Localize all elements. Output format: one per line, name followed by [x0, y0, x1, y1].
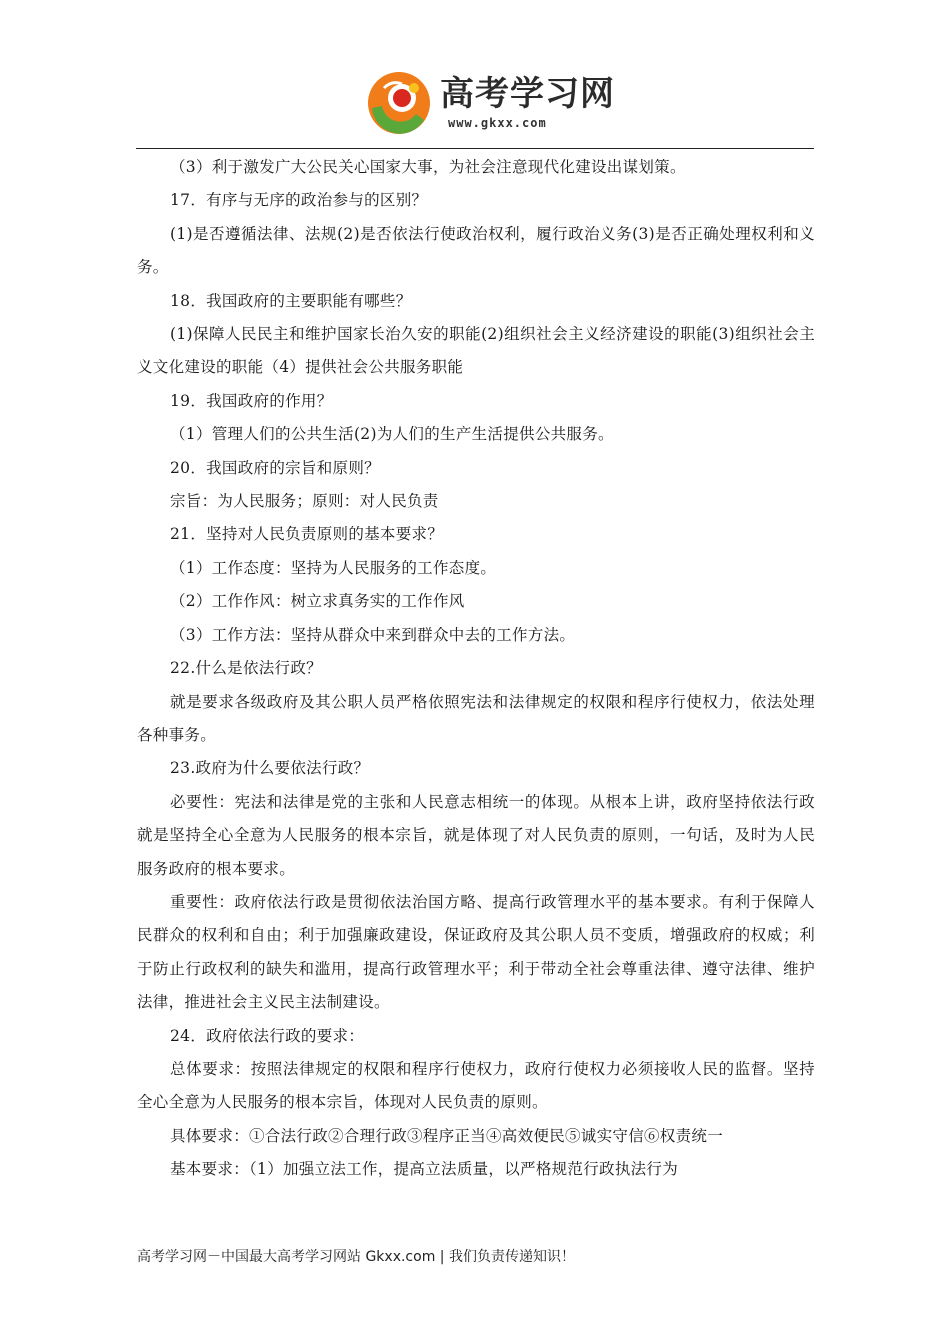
page-footer: 高考学习网－中国最大高考学习网站 Gkxx.com | 我们负责传递知识！ — [137, 1249, 575, 1265]
paragraph: 18．我国政府的主要职能有哪些？ — [170, 291, 412, 310]
paragraph: 重要性：政府依法行政是贯彻依法治国方略、提高行政管理水平的基本要求。有利于保障人民群众的权利和自由；利于加强廉政建设，保证政府及其公职人员不变质，增强政府的权威；利于防止行政权利的缺失和滥用，提高行政管理水平；利于带动全社会尊重法律、遵守法律、维护法律，推进社会主义民主法制建设。 — [137, 892, 815, 1012]
paragraph: （3）利于激发广大公民关心国家大事，为社会注意现代化建设出谋划策。 — [170, 158, 686, 176]
paragraph: （1）工作态度：坚持为人民服务的工作态度。 — [170, 558, 497, 577]
paragraph: 总体要求：按照法律规定的权限和程序行使权力，政府行使权力必须接收人民的监督。坚持全心全意为人民服务的根本宗旨，体现对人民负责的原则。 — [137, 1059, 815, 1112]
paragraph: 宗旨：为人民服务；原则：对人民负责 — [170, 492, 439, 511]
paragraph: 20．我国政府的宗旨和原则？ — [170, 458, 380, 477]
paragraph: 就是要求各级政府及其公职人员严格依照宪法和法律规定的权限和程序行使权力，依法处理各种事务。 — [137, 692, 815, 744]
paragraph: 必要性：宪法和法律是党的主张和人民意志相统一的体现。从根本上讲，政府坚持依法行政就是坚持全心全意为人民服务的根本宗旨，就是体现了对人民负责的原则，一句话，及时为人民服务政府的根本要求。 — [137, 792, 815, 878]
paragraph: 22.什么是依法行政？ — [170, 659, 322, 678]
gkxx-logo-icon — [362, 68, 436, 142]
paragraph: 具体要求：①合法行政②合理行政③程序正当④高效便民⑤诚实守信⑥权责统一 — [170, 1126, 724, 1145]
brand-name: 高考学习网 — [440, 74, 615, 114]
paragraph: 基本要求：（1）加强立法工作，提高立法质量，以严格规范行政执法行为 — [170, 1160, 679, 1179]
paragraph: 19．我国政府的作用？ — [170, 391, 333, 410]
paragraph: (1)是否遵循法律、法规(2)是否依法行使政治权利，履行政治义务(3)是否正确处理权利和义务。 — [137, 224, 815, 277]
paragraph: 17．有序与无序的政治参与的区别？ — [170, 191, 428, 210]
paragraph: 23.政府为什么要依法行政？ — [170, 759, 370, 778]
paragraph: （3）工作方法：坚持从群众中来到群众中去的工作方法。 — [170, 625, 576, 644]
paragraph: （1）管理人们的公共生活(2)为人们的生产生活提供公共服务。 — [170, 425, 614, 444]
page-header — [0, 0, 950, 150]
document-body — [137, 151, 815, 1187]
paragraph: 21．坚持对人民负责原则的基本要求？ — [170, 525, 444, 544]
paragraph: (1)保障人民民主和维护国家长治久安的职能(2)组织社会主义经济建设的职能(3)组织社会主义文化建设的职能（4）提供社会公共服务职能 — [137, 325, 815, 377]
paragraph: （2）工作作风：树立求真务实的工作作风 — [170, 592, 465, 611]
paragraph: 24．政府依法行政的要求： — [170, 1026, 365, 1045]
brand-url: www.gkxx.com — [448, 116, 547, 130]
header-divider — [136, 148, 814, 149]
